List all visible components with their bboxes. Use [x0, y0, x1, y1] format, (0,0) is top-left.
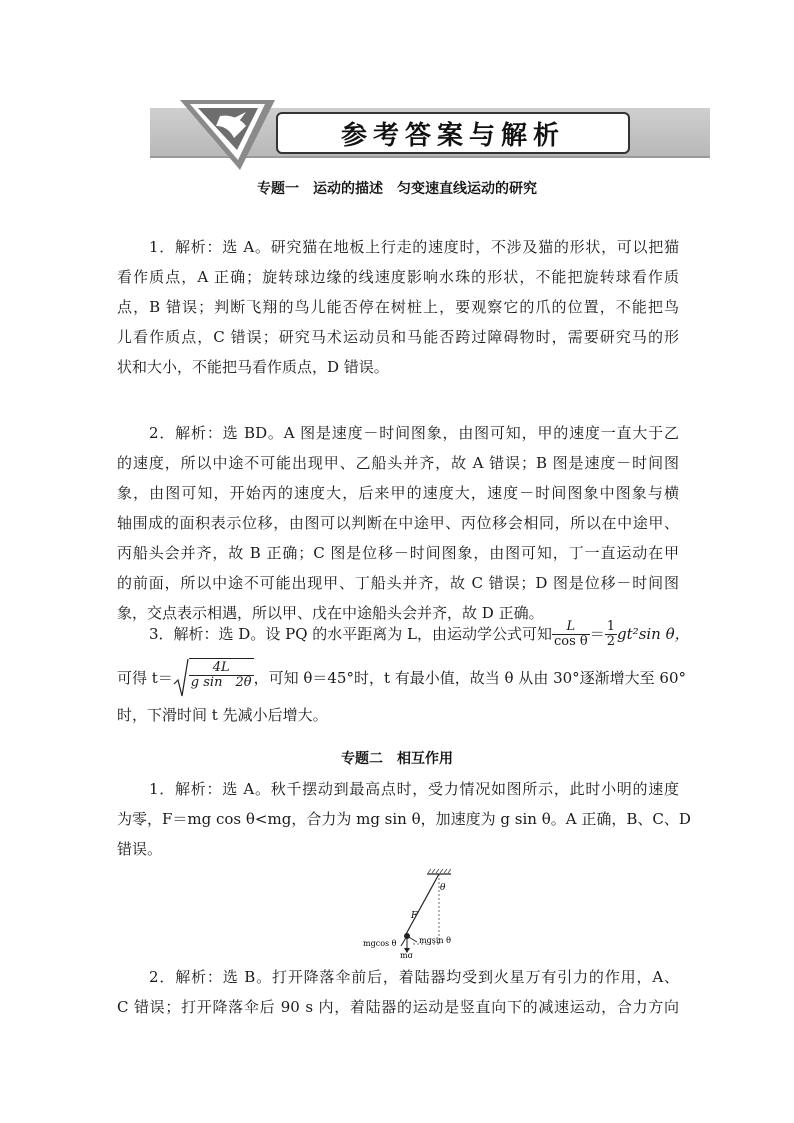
text-line: 1．解析：选 A。秋千摆动到最高点时，受力情况如图所示，此时小明的速度 — [149, 780, 679, 798]
frac-denominator: g sin 2θ — [190, 675, 252, 690]
text-line: 丙船头会并齐，故 B 正确；C 图是位移－时间图象，由图可知，丁一直运动在甲 — [117, 544, 679, 562]
fraction-l-over-cos — [552, 620, 590, 649]
s2-q1-paragraph — [117, 774, 691, 864]
frac-denominator: cos θ — [554, 633, 588, 649]
text-line: 错误。 — [117, 840, 163, 858]
text-line: C 错误；打开降落伞后 90 s 内，着陆器的运动是竖直向下的减速运动，合力方向 — [117, 998, 679, 1016]
q3-line3: 时，下滑时间 t 先减小后增大。 — [117, 706, 328, 724]
s1-q2-paragraph — [117, 418, 679, 628]
text-line: 状和大小，不能把马看作质点，D 错误。 — [117, 358, 389, 376]
mg-label: mg — [400, 951, 413, 958]
q3-line2-post: ，可知 θ＝45°时，t 有最小值，故当 θ 从由 30°逐渐增大至 60° — [253, 669, 687, 687]
force-diagram-svg — [355, 866, 465, 958]
force-diagram — [355, 866, 465, 958]
s1-q3-paragraph — [117, 614, 690, 730]
q3-line2 — [117, 656, 687, 700]
frac-numerator: L — [552, 620, 590, 635]
page-title: 参考答案与解析 — [340, 120, 565, 151]
section1-title: 专题一 运动的描述 匀变速直线运动的研究 — [257, 181, 537, 197]
text-line: 的前面，所以中途不可能出现甲、丁船头并齐，故 C 错误；D 图是位移－时间图 — [117, 574, 679, 592]
force-f-label: F — [411, 911, 418, 921]
mgcos-label: mgcos θ — [363, 939, 397, 948]
frac-numerator: 1 — [606, 618, 616, 634]
text-line: 点，B 错误；判断飞翔的鸟儿能否停在树桩上，要观察它的爪的位置，不能把鸟 — [117, 298, 679, 316]
q3-line1-tail: gt²sin θ， — [617, 625, 690, 643]
text-line: 1．解析：选 A。研究猫在地板上行走的速度时，不涉及猫的形状，可以把猫 — [149, 238, 679, 256]
s1-q1-paragraph — [117, 232, 679, 382]
frac-numerator: 4L — [189, 661, 254, 676]
q3-line2-pre: 可得 t＝ — [117, 669, 173, 687]
text-line: 象，交点表示相遇，所以甲、戊在中途船头会并齐，故 D 正确。 — [117, 604, 544, 622]
sqrt-sign-icon — [173, 658, 189, 698]
frac-denominator: 2 — [606, 633, 616, 649]
sqrt-expression — [173, 658, 254, 698]
header-banner — [150, 100, 710, 158]
sqrt-fraction — [189, 658, 254, 698]
text-line: 儿看作质点，C 错误；研究马术运动员和马能否跨过障碍物时，需要研究马的形 — [117, 328, 679, 346]
text-line: 轴围成的面积表示位移，由图可以判断在中途甲、丙位移会相同，所以在中途甲、 — [117, 514, 679, 532]
text-line: 看作质点，A 正确；旋转球边缘的线速度影响水珠的形状，不能把旋转球看作质 — [117, 268, 679, 286]
banner-logo-icon — [180, 100, 275, 170]
banner-title-box — [276, 112, 630, 154]
text-line: 为零，F＝mg cos θ<mg，合力为 mg sin θ，加速度为 g sin θ。A 正确，B、C、D — [117, 810, 691, 828]
mgsin-label: mgsin θ — [419, 936, 451, 945]
theta-label: θ — [440, 883, 446, 893]
q3-line1-text: 3．解析：选 D。设 PQ 的水平距离为 L，由运动学公式可知 — [149, 625, 552, 643]
text-line: 象，由图可知，开始丙的速度大，后来甲的速度大，速度－时间图象中图象与横 — [117, 484, 679, 502]
section2-title: 专题二 相互作用 — [341, 751, 453, 767]
equals-sign: ＝ — [589, 625, 605, 643]
s2-q2-paragraph — [117, 962, 679, 1022]
text-line: 2．解析：选 B。打开降落伞前后，着陆器均受到火星万有引力的作用，A、 — [149, 968, 679, 986]
q3-line1 — [117, 614, 690, 654]
text-line: 的速度，所以中途不可能出现甲、乙船头并齐，故 A 错误；B 图是速度－时间图 — [117, 454, 679, 472]
fraction-half — [605, 620, 617, 649]
text-line: 2．解析：选 BD。A 图是速度－时间图象，由图可知，甲的速度一直大于乙 — [149, 424, 679, 442]
